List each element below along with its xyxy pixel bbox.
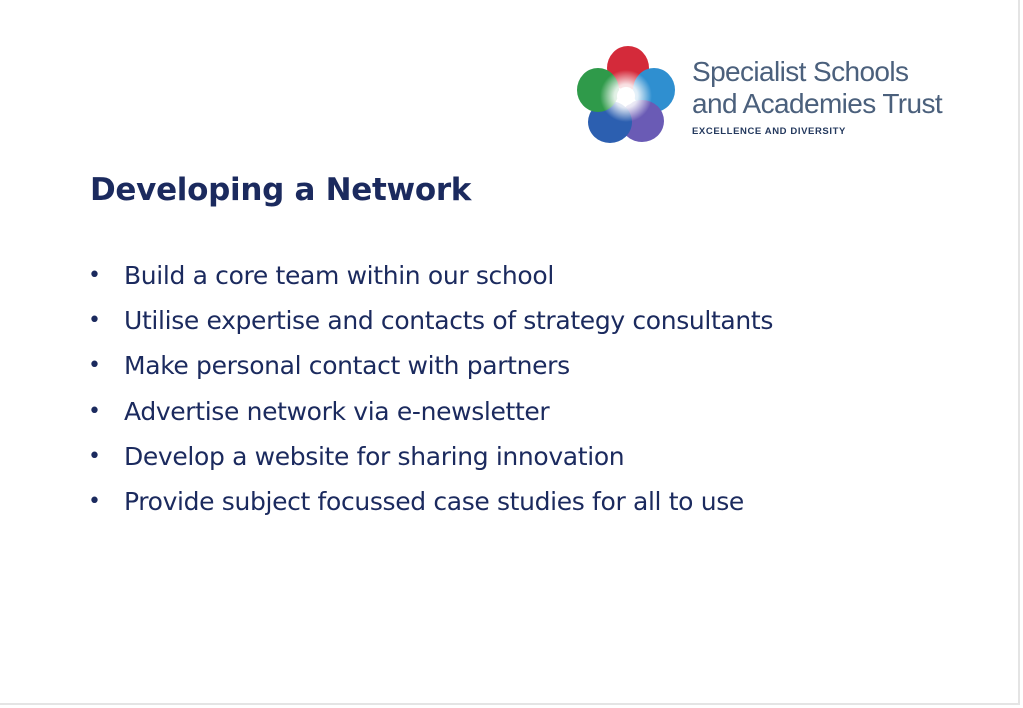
bullet-dot-icon: •	[88, 488, 101, 514]
bullet-text: Develop a website for sharing innovation	[124, 441, 625, 471]
logo-tagline: EXCELLENCE AND DIVERSITY	[692, 126, 846, 137]
bullet-item	[88, 348, 773, 393]
bullet-text: Advertise network via e-newsletter	[124, 396, 550, 426]
bullet-item	[88, 258, 773, 303]
bullet-dot-icon: •	[88, 263, 101, 288]
bullet-dot-icon: •	[88, 308, 101, 334]
logo	[574, 44, 974, 146]
bullet-item	[88, 394, 773, 439]
bullet-text: Build a core team within our school	[124, 261, 554, 290]
bullet-item	[88, 303, 773, 348]
bullet-dot-icon: •	[88, 353, 101, 379]
bullet-item	[88, 439, 773, 484]
bullet-list	[88, 258, 773, 529]
bullet-text: Provide subject focussed case studies for all to use	[124, 486, 744, 516]
logo-line-1: Specialist Schools	[692, 56, 909, 87]
slide-title: Developing a Network	[90, 172, 472, 208]
logo-line-2: and Academies Trust	[692, 88, 943, 119]
bullet-item	[88, 484, 773, 529]
bullet-dot-icon: •	[88, 443, 101, 469]
flower-petals-logo-icon	[574, 44, 678, 146]
bullet-dot-icon: •	[88, 398, 101, 424]
bullet-text: Make personal contact with partners	[124, 351, 570, 381]
bullet-text: Utilise expertise and contacts of strategy consultants	[124, 306, 774, 336]
logo-wordmark	[692, 56, 942, 137]
